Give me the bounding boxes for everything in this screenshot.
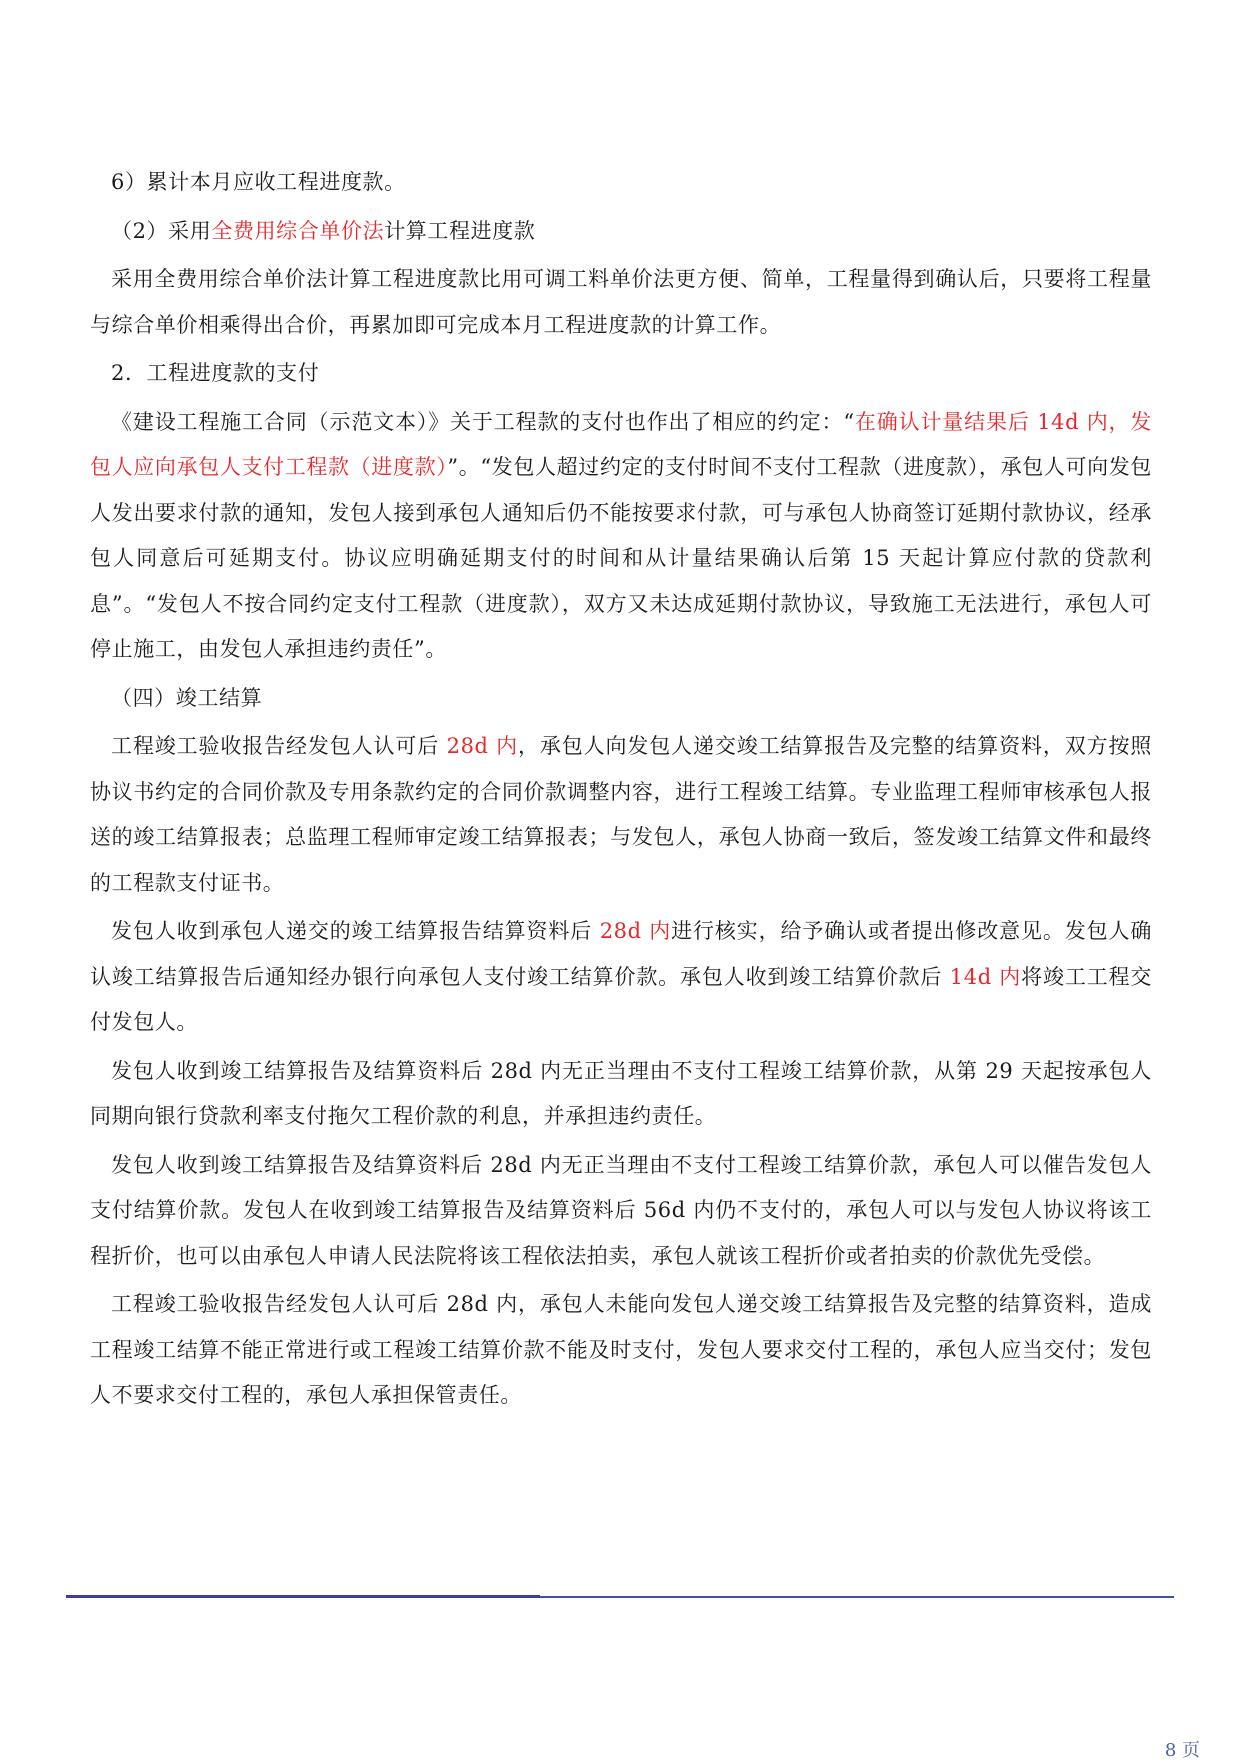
highlighted-text: 28d 内	[599, 919, 672, 943]
body-text: （2）采用	[111, 218, 212, 243]
highlighted-text: 14d 内	[949, 964, 1022, 989]
paragraph-contract-payment-terms	[90, 400, 1152, 673]
heading-completion-settlement	[90, 676, 1152, 722]
body-text: ，承包人向发包人递交竣工结算报告及完整的结算资料，双方按照协议书约定的合同价款及专用条款约定的合同价款调整内容，进行工程竣工结算。专业监理工程师审核承包人报送的竣工结算报表；总监理工程师审定竣工结算报表；与发包人，承包人协商一致后，签发竣工结算文件和最终的工程款支付证书。	[90, 734, 1153, 895]
body-text: 6）累计本月应收工程进度款。	[111, 170, 406, 194]
paragraph-custody-responsibility	[90, 1282, 1152, 1419]
highlighted-text: 28d 内	[446, 734, 519, 758]
heading-progress-payment	[90, 351, 1152, 397]
body-text: 计算工程进度款	[384, 218, 536, 243]
paragraph-late-payment-interest	[90, 1049, 1152, 1140]
paragraph-settlement-report	[90, 724, 1152, 906]
paragraph-full-cost-method	[90, 257, 1152, 348]
body-text: 工程竣工验收报告经发包人认可后 28d 内，承包人未能向发包人递交竣工结算报告及完整的结算资料，造成工程竣工结算不能正常进行或工程竣工结算价款不能及时支付，发包人要求交付工程的，承包人应当交付；发包人不要求交付工程的，承包人承担保管责任。	[90, 1292, 1152, 1407]
page-number: 8 页	[1164, 1740, 1200, 1761]
body-text: 《建设工程施工合同（示范文本）》关于工程款的支付也作出了相应的约定：“	[111, 409, 855, 434]
paragraph-auction-priority	[90, 1143, 1152, 1280]
subheading-full-cost-unit-price	[90, 209, 1152, 255]
footer-divider	[66, 1596, 1174, 1598]
body-text: ”。“发包人超过约定的支付时间不支付工程款（进度款），承包人可向发包人发出要求付款的通知，发包人接到承包人通知后仍不能按要求付款，可与承包人协商签订延期付款协议，经承包人同意后可延期支付。协议应明确延期支付的时间和从计量结果确认后第 15 天起计算应付款的贷款利息”。“发包人不按合同约定支付工程款（进度款），双方又未达成延期付款协议，导致施工无法进行，承包人可停止施工，由发包人承担违约责任”。	[90, 455, 1152, 661]
paragraph-settlement-verification	[90, 909, 1152, 1046]
body-text: 采用全费用综合单价法计算工程进度款比用可调工料单价法更方便、简单，工程量得到确认后，只要将工程量与综合单价相乘得出合价，再累加即可完成本月工程进度款的计算工作。	[90, 267, 1152, 337]
highlighted-text: 在确认计量结果后 14d 内，发包人应向承包人支付工程款（进度款）	[90, 409, 1152, 479]
highlighted-text: 全费用综合单价法	[211, 218, 385, 243]
body-text: 发包人收到竣工结算报告及结算资料后 28d 内无正当理由不支付工程竣工结算价款，承包人可以催告发包人支付结算价款。发包人在收到竣工结算报告及结算资料后 56d 内仍不支付的，承包人可以与发包人协议将该工程折价，也可以由承包人申请人民法院将该工程依法拍卖，承包人就该工程折价或者拍卖的价款优先受偿。	[90, 1152, 1152, 1268]
body-text: 2．工程进度款的支付	[111, 361, 320, 385]
document-body	[90, 160, 1152, 1422]
body-text: 工程竣工验收报告经发包人认可后	[111, 734, 447, 758]
body-text: 发包人收到承包人递交的竣工结算报告结算资料后	[111, 919, 600, 943]
body-text: 将竣工工程交付发包人。	[90, 964, 1153, 1034]
paragraph-item-6	[90, 160, 1152, 206]
body-text: 发包人收到竣工结算报告及结算资料后 28d 内无正当理由不支付工程竣工结算价款，从第 29 天起按承包人同期向银行贷款利率支付拖欠工程价款的利息，并承担违约责任。	[90, 1058, 1152, 1128]
body-text: （四）竣工结算	[111, 685, 263, 710]
body-text: 进行核实，给予确认或者提出修改意见。发包人确认竣工结算报告后通知经办银行向承包人支付竣工结算价款。承包人收到竣工结算价款后	[90, 919, 1152, 989]
footer-divider-accent	[66, 1595, 540, 1598]
